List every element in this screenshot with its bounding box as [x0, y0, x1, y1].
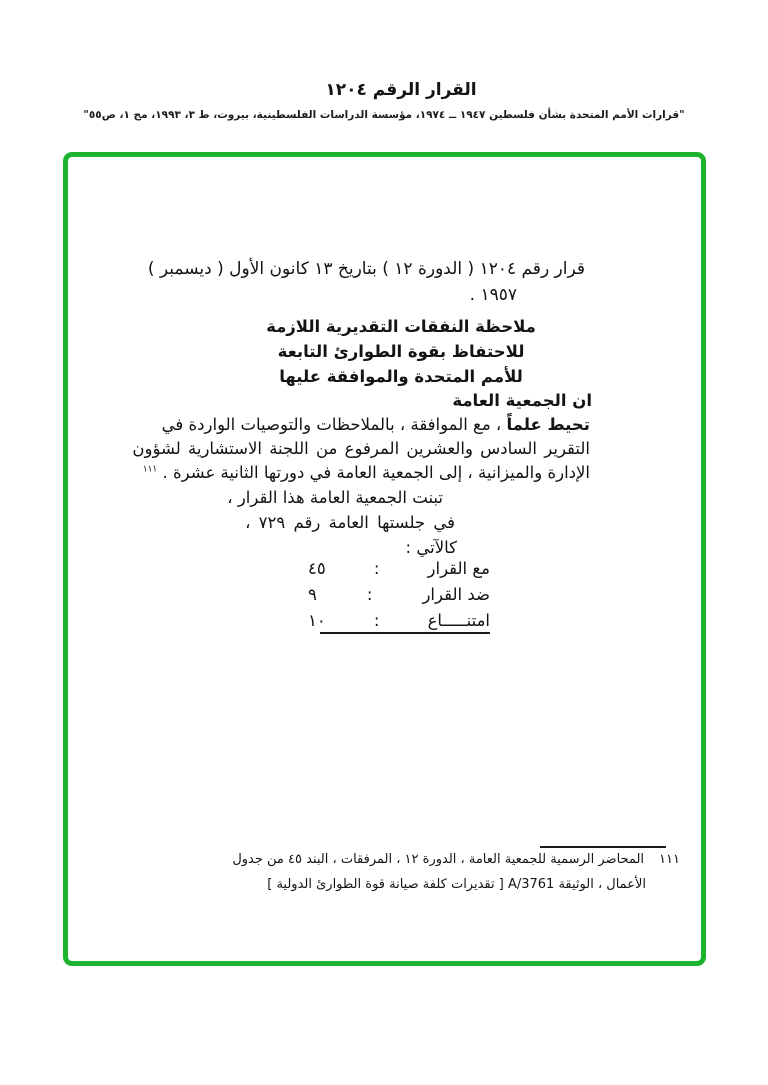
adopted-line-1: تبنت الجمعية العامة هذا القرار ،: [227, 488, 443, 507]
resolution-date-line: قرار رقم ١٢٠٤ ( الدورة ١٢ ) بتاريخ ١٣ كانون الأول ( ديسمبر ): [147, 259, 585, 279]
heading-line-1: ملاحظة النفقات التقديرية اللازمة: [266, 317, 536, 336]
vote-colon: :: [373, 611, 380, 630]
tally-underline-rule: [320, 632, 490, 634]
adopted-line-3: كالآتي :: [405, 538, 457, 557]
footnote-number: ١١١: [659, 852, 680, 867]
footnote-separator-rule: [540, 846, 666, 848]
vote-row-for: [308, 559, 490, 578]
vote-colon: :: [366, 585, 373, 604]
resolution-heading: [34, 314, 768, 389]
source-citation-line: "قرارات الأمم المتحدة بشأن فلسطين ١٩٤٧ ــ ١٩٧٤، مؤسسة الدراسات الفلسطينية، بيروت، ط ٣، ١٩٩٣، مج ١، ص٥٥": [83, 109, 685, 121]
vote-row-abstain: [308, 611, 490, 630]
body-paragraph-line-1: [162, 415, 590, 434]
vote-row-against: [308, 585, 490, 604]
footnote-line-1: [232, 852, 680, 867]
vote-colon: :: [373, 559, 380, 578]
body-paragraph-line-2: التقرير السادس والعشرين المرفوع من اللجنة الاستشارية لشؤون: [132, 439, 590, 458]
adopted-line-2: في جلستها العامة رقم ٧٢٩ ،: [245, 513, 455, 532]
vote-label-against: ضد القرار: [422, 585, 490, 604]
body-line-3-text: الإدارة والميزانية ، إلى الجمعية العامة في دورتها الثانية عشرة .: [162, 463, 590, 482]
body-line-1-rest: ، مع الموافقة ، بالملاحظات والتوصيات الواردة في: [161, 415, 507, 434]
body-paragraph-line-3: [143, 463, 590, 482]
assembly-intro-line: ان الجمعية العامة: [452, 391, 592, 410]
page-title: القرار الرقم ١٢٠٤: [325, 80, 477, 100]
takes-note-phrase: تحيط علماً: [506, 415, 590, 434]
footnote-reference-superscript: ١١١: [142, 464, 158, 475]
footnote-text-1: المحاضر الرسمية للجمعية العامة ، الدورة ١٢ ، المرفقات ، البند ٤٥ من جدول: [232, 852, 645, 867]
resolution-year-line: ١٩٥٧ .: [469, 285, 517, 305]
heading-line-3: للأمم المتحدة والموافقة عليها: [279, 367, 523, 386]
heading-line-2: للاحتفاظ بقوة الطوارئ التابعة: [277, 342, 525, 361]
vote-label-abstain: امتنـــــاع: [427, 611, 490, 630]
vote-count-abstain: ١٠: [308, 611, 326, 630]
vote-count-for: ٤٥: [308, 559, 326, 578]
vote-count-against: ٩: [308, 585, 317, 604]
footnote-line-2: الأعمال ، الوثيقة A/3761 [ تقديرات كلفة صيانة قوة الطوارئ الدولية ]: [267, 877, 646, 892]
vote-label-for: مع القرار: [427, 559, 490, 578]
